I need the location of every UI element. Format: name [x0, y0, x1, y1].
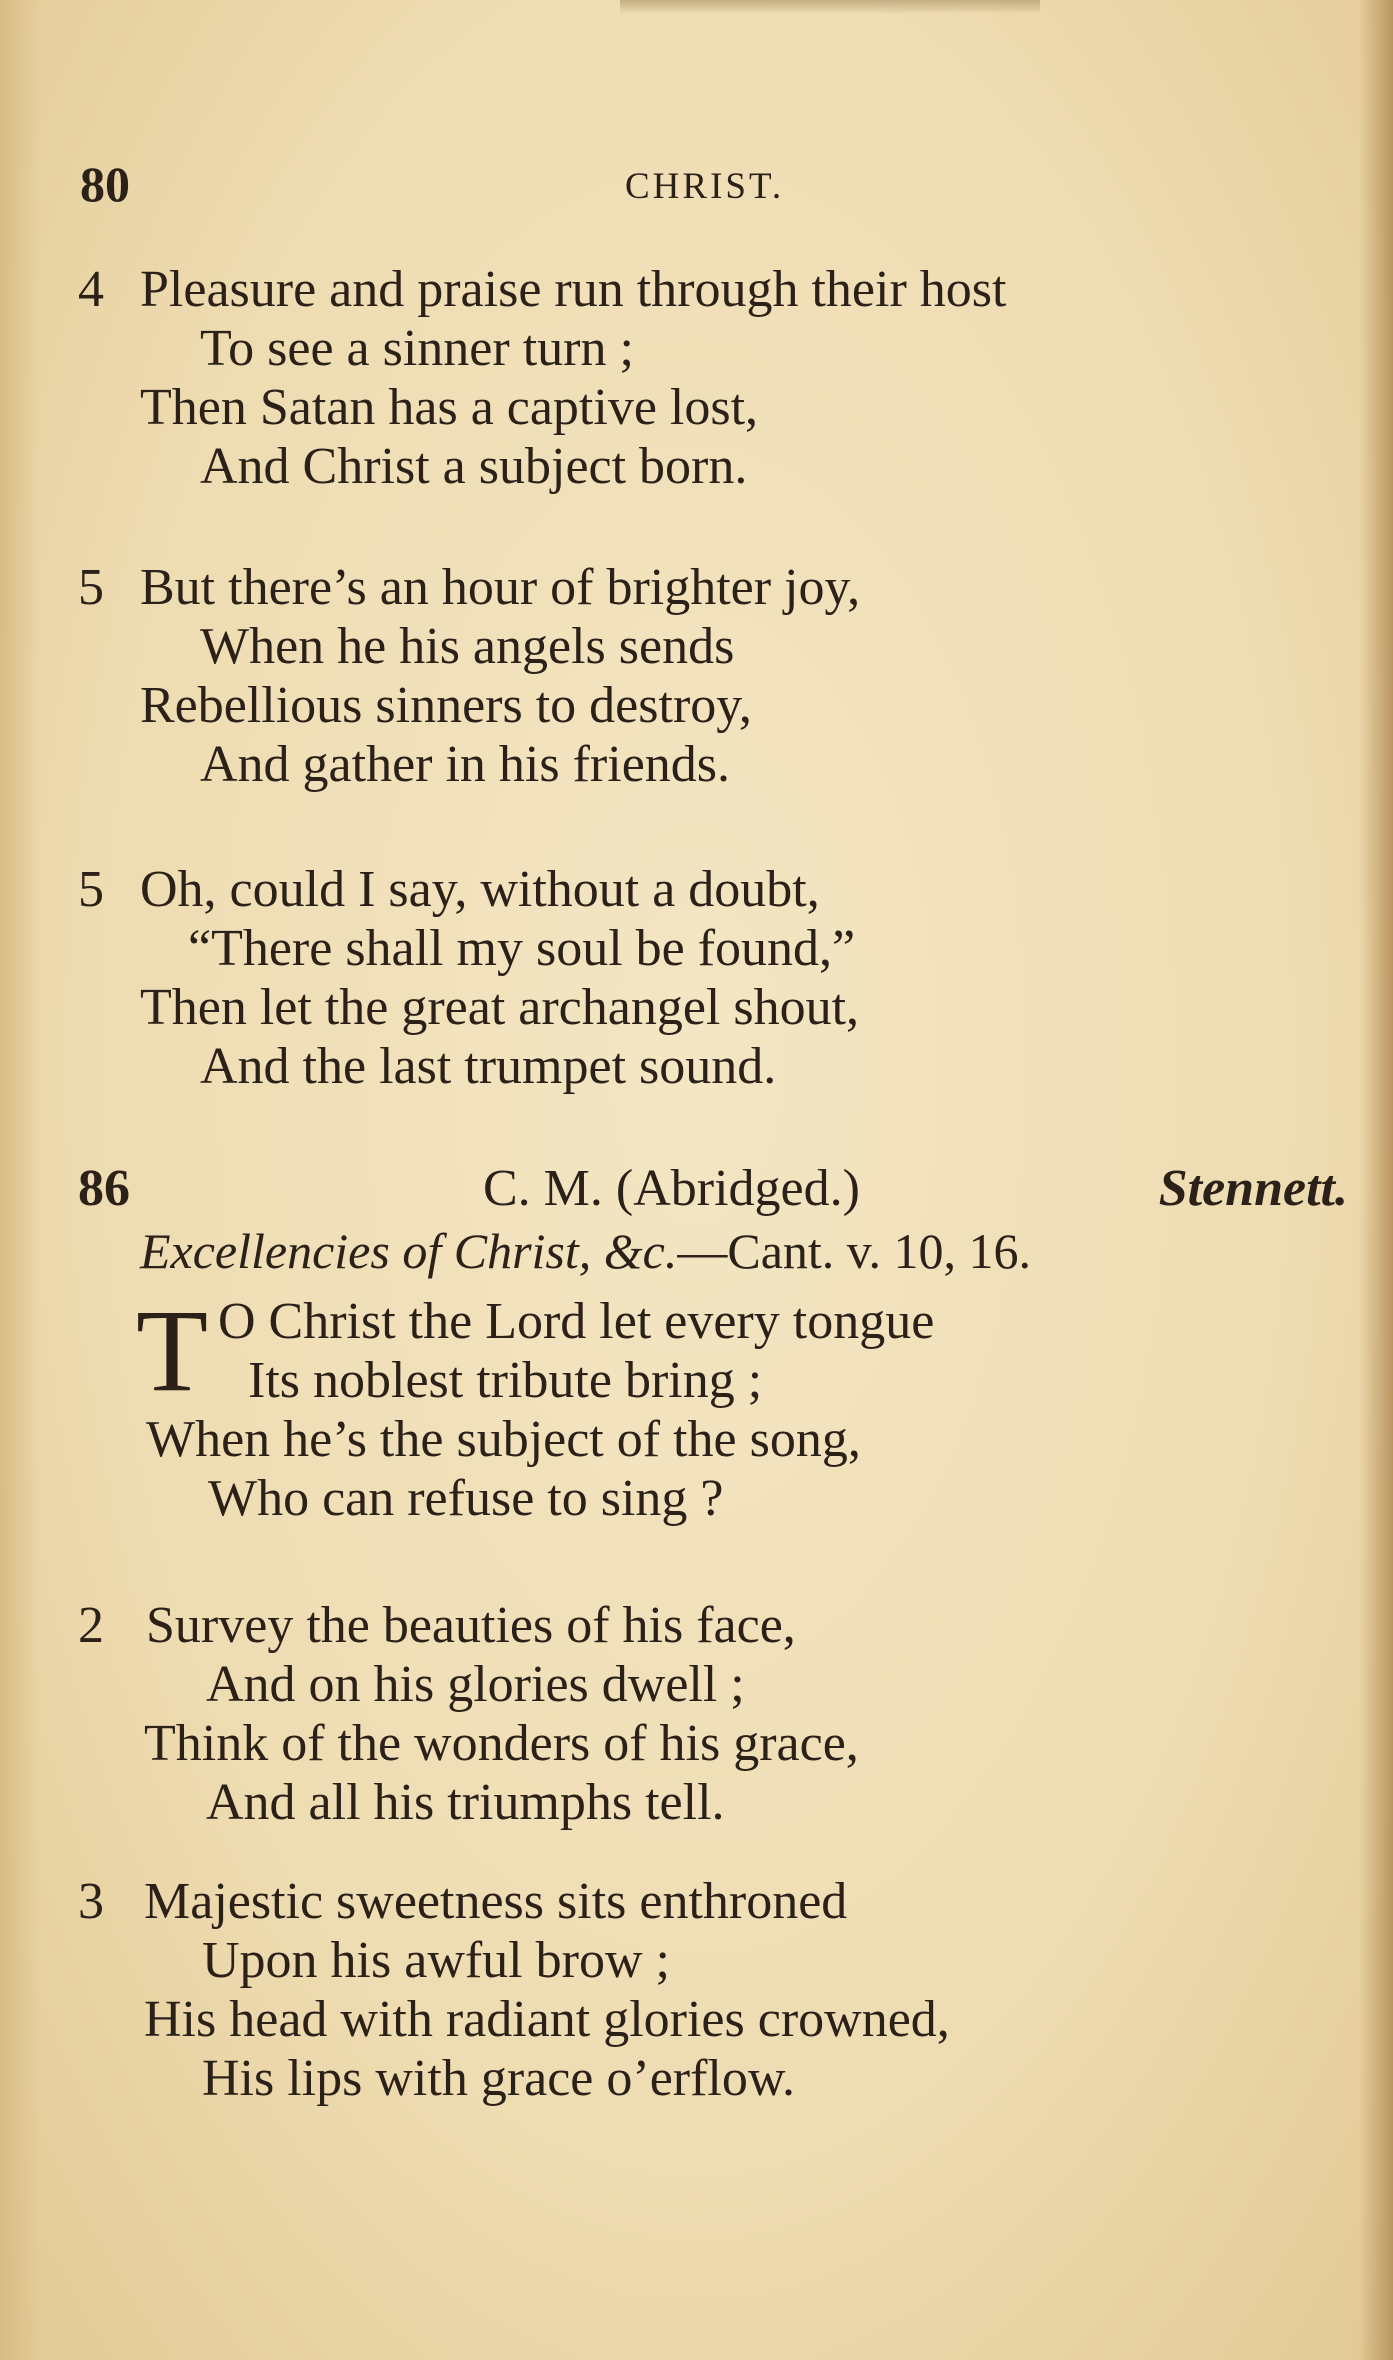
verse-text: Think of the wonders of his grace,: [144, 1715, 859, 1772]
verse-line: [78, 978, 1318, 1037]
verse-text: When he his angels sends: [200, 618, 735, 675]
hymn-heading: [78, 1158, 1348, 1220]
verse-text: Then Satan has a captive lost,: [140, 379, 759, 436]
verse-text: His head with radiant glories crowned,: [144, 1991, 950, 2048]
verse-line: [78, 860, 1318, 919]
verse-text: Majestic sweetness sits enthroned: [144, 1873, 848, 1930]
verse-line: [78, 260, 1318, 319]
verse-text: O Christ the Lord let every tongue: [218, 1293, 935, 1350]
verse-line: [78, 735, 1318, 794]
verse-text: Its noblest tribute bring ;: [248, 1352, 763, 1409]
verse-line: [78, 1931, 1318, 1990]
verse-text: His lips with grace o’erflow.: [202, 2050, 796, 2107]
verse-line: [78, 1990, 1318, 2049]
hymn-subtitle: [140, 1220, 1031, 1282]
verse-line: [78, 1469, 1318, 1528]
verse-line: [78, 1596, 1318, 1655]
subtitle-reference: —Cant. v. 10, 16.: [677, 1223, 1032, 1279]
page-edge-shadow: [620, 0, 1040, 14]
verse-text: When he’s the subject of the song,: [146, 1411, 861, 1468]
stanza-5a: [78, 558, 1318, 794]
subtitle-title: Excellencies of Christ, &c.: [140, 1223, 678, 1279]
stanza-number: 2: [78, 1597, 104, 1654]
stanza-1: [78, 1285, 1318, 1528]
verse-line: [78, 1655, 1318, 1714]
verse-line: [78, 617, 1318, 676]
verse-line: [78, 319, 1318, 378]
verse-text: Then let the great archangel shout,: [140, 979, 860, 1036]
stanza-number: 5: [78, 861, 104, 918]
verse-line: [78, 1351, 1318, 1410]
verse-line: [78, 2049, 1318, 2108]
verse-line: [78, 676, 1318, 735]
stanza-number: 4: [78, 261, 104, 318]
drop-cap: T: [136, 1285, 209, 1416]
verse-line: [78, 1773, 1318, 1832]
stanza-number: 3: [78, 1873, 104, 1930]
verse-text: Survey the beauties of his face,: [146, 1597, 796, 1654]
stanza-2: [78, 1596, 1318, 1832]
stanza-number: 5: [78, 559, 104, 616]
page-header: [80, 155, 1340, 215]
verse-line: [78, 378, 1318, 437]
running-head: CHRIST.: [625, 166, 785, 207]
stanza-4: [78, 260, 1318, 496]
verse-line: [78, 1714, 1318, 1773]
page-number: 80: [80, 156, 130, 212]
verse-line: [78, 1292, 1318, 1351]
verse-text: And on his glories dwell ;: [206, 1656, 745, 1713]
verse-line: [78, 1872, 1318, 1931]
verse-line: [78, 1410, 1318, 1469]
verse-text: Rebellious sinners to destroy,: [140, 677, 752, 734]
verse-text: But there’s an hour of brighter joy,: [140, 559, 861, 616]
verse-text: And gather in his friends.: [200, 736, 731, 793]
verse-text: Upon his awful brow ;: [202, 1932, 670, 1989]
hymn-author: Stennett.: [1158, 1160, 1348, 1217]
verse-text: And Christ a subject born.: [200, 438, 748, 495]
verse-line: [78, 558, 1318, 617]
verse-text: “There shall my soul be found,”: [188, 920, 856, 977]
verse-text: Pleasure and praise run through their host: [140, 261, 1007, 318]
verse-text: Oh, could I say, without a doubt,: [140, 861, 820, 918]
verse-line: [78, 919, 1318, 978]
verse-text: To see a sinner turn ;: [200, 320, 634, 377]
stanza-5b: [78, 860, 1318, 1096]
hymn-number: 86: [78, 1160, 130, 1217]
verse-line: [78, 437, 1318, 496]
verse-text: And the last trumpet sound.: [200, 1038, 777, 1095]
verse-text: And all his triumphs tell.: [206, 1774, 725, 1831]
verse-text: Who can refuse to sing ?: [208, 1470, 724, 1527]
hymn-meter: C. M. (Abridged.): [483, 1160, 860, 1217]
verse-line: [78, 1037, 1318, 1096]
stanza-3: [78, 1872, 1318, 2108]
